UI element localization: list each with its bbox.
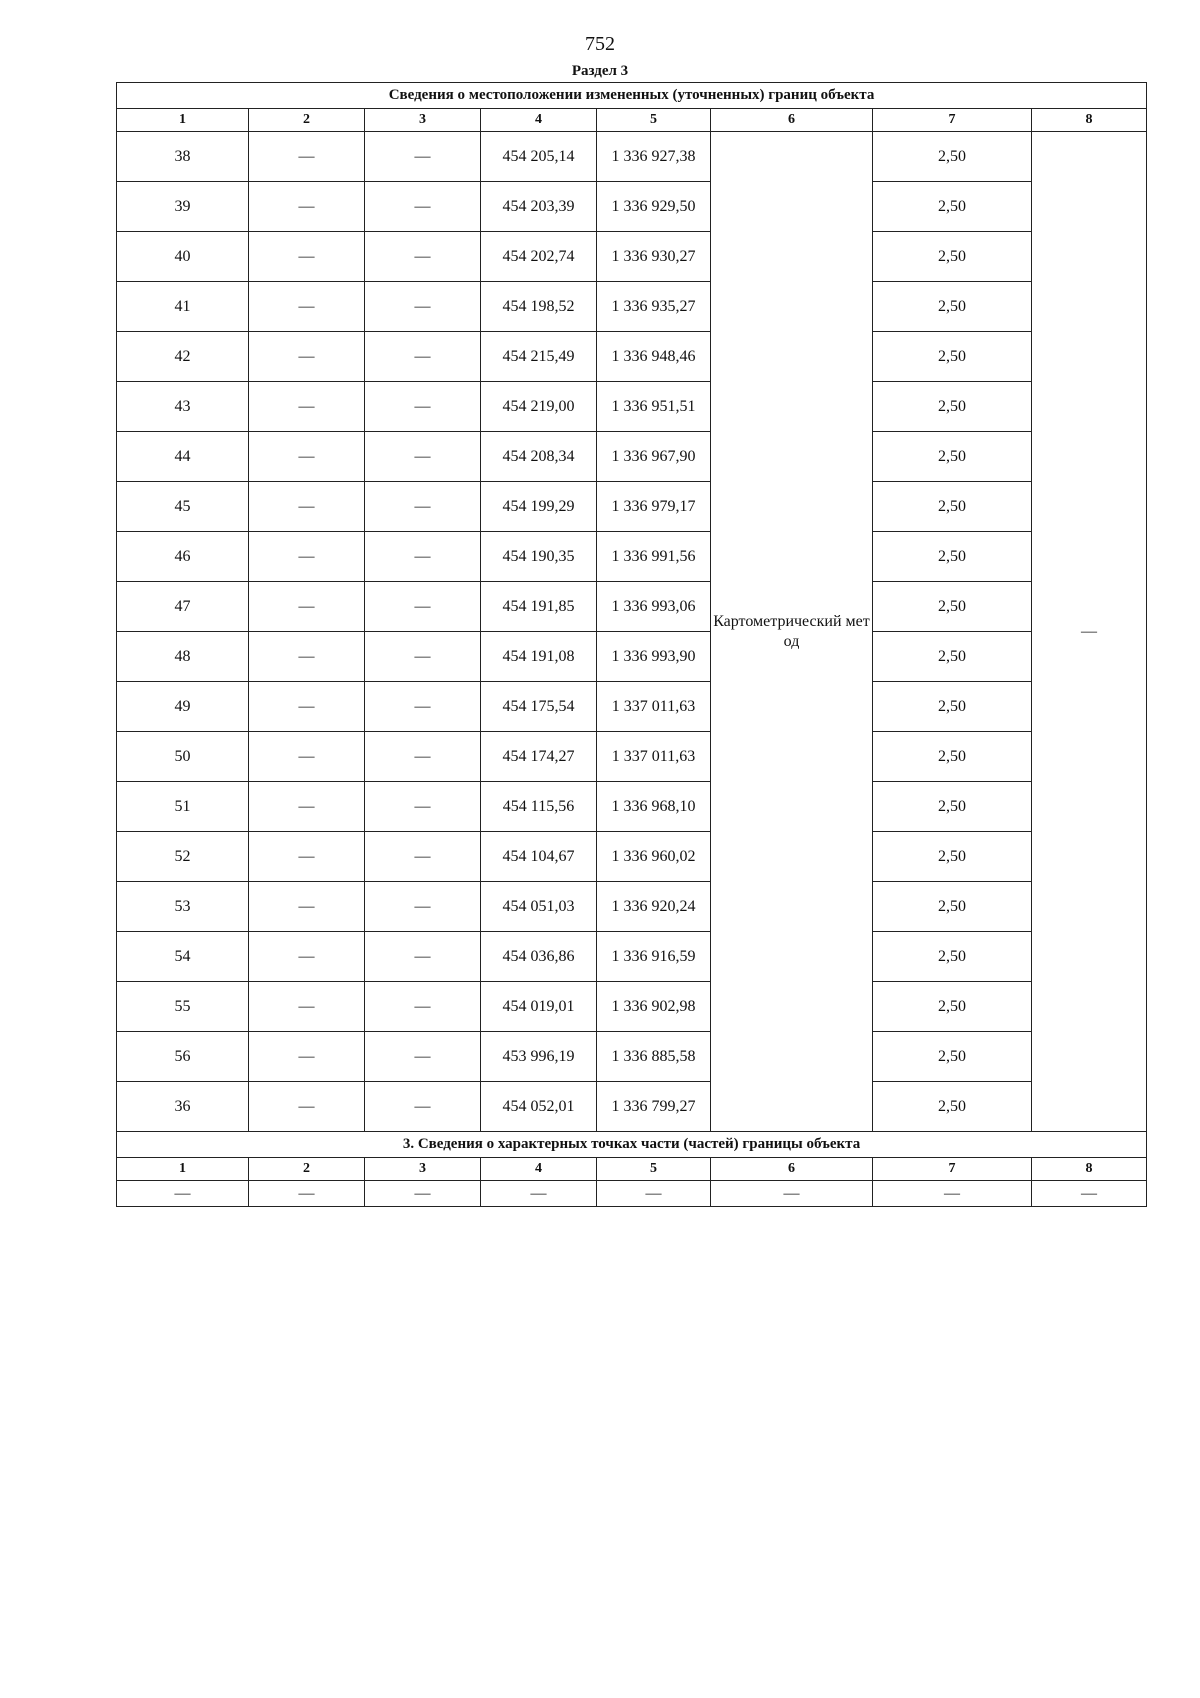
- coordinate-x: 454 174,27: [481, 732, 597, 782]
- table-row: [117, 382, 1147, 432]
- table-row: [117, 432, 1147, 482]
- column-number: 6: [711, 109, 873, 132]
- table-row: [117, 232, 1147, 282]
- accuracy-value: 2,50: [873, 582, 1032, 632]
- column-number: 5: [597, 1158, 711, 1181]
- coordinate-x: 454 205,14: [481, 132, 597, 182]
- point-number: 39: [117, 182, 249, 232]
- accuracy-value: 2,50: [873, 332, 1032, 382]
- dash-cell: —: [249, 932, 365, 982]
- point-number: 46: [117, 532, 249, 582]
- dash-cell: —: [249, 582, 365, 632]
- point-number: 52: [117, 832, 249, 882]
- coordinate-x: 454 115,56: [481, 782, 597, 832]
- accuracy-value: 2,50: [873, 1032, 1032, 1082]
- table-row: [117, 832, 1147, 882]
- dash-cell: —: [249, 282, 365, 332]
- table-row: [117, 732, 1147, 782]
- point-number: 55: [117, 982, 249, 1032]
- accuracy-value: 2,50: [873, 1082, 1032, 1132]
- coordinate-y: 1 336 979,17: [597, 482, 711, 532]
- dash-cell: —: [249, 982, 365, 1032]
- column-number: 7: [873, 109, 1032, 132]
- point-number: 42: [117, 332, 249, 382]
- accuracy-value: 2,50: [873, 382, 1032, 432]
- dash-cell: —: [711, 1181, 873, 1207]
- column-number: 7: [873, 1158, 1032, 1181]
- coordinate-x: 453 996,19: [481, 1032, 597, 1082]
- table1-column-numbers: [117, 109, 1147, 132]
- dash-cell: —: [249, 332, 365, 382]
- point-number: 45: [117, 482, 249, 532]
- accuracy-value: 2,50: [873, 932, 1032, 982]
- coordinate-x: 454 104,67: [481, 832, 597, 882]
- table-row: [117, 532, 1147, 582]
- column-number: 2: [249, 1158, 365, 1181]
- dash-cell: —: [365, 682, 481, 732]
- dash-cell: —: [249, 1032, 365, 1082]
- dash-cell: —: [365, 1082, 481, 1132]
- dash-cell: —: [365, 782, 481, 832]
- point-number: 48: [117, 632, 249, 682]
- coordinate-y: 1 336 993,90: [597, 632, 711, 682]
- dash-cell: —: [117, 1181, 249, 1207]
- column-number: 6: [711, 1158, 873, 1181]
- accuracy-value: 2,50: [873, 132, 1032, 182]
- point-number: 43: [117, 382, 249, 432]
- coordinate-x: 454 219,00: [481, 382, 597, 432]
- column-number: 4: [481, 109, 597, 132]
- table-row: [117, 982, 1147, 1032]
- table-row: [117, 1032, 1147, 1082]
- column-number: 2: [249, 109, 365, 132]
- dash-cell: —: [365, 382, 481, 432]
- dash-cell: —: [365, 182, 481, 232]
- coordinate-y: 1 336 960,02: [597, 832, 711, 882]
- dash-cell: —: [365, 1181, 481, 1207]
- accuracy-value: 2,50: [873, 432, 1032, 482]
- coordinate-y: 1 336 927,38: [597, 132, 711, 182]
- accuracy-value: 2,50: [873, 682, 1032, 732]
- coordinate-x: 454 051,03: [481, 882, 597, 932]
- accuracy-value: 2,50: [873, 782, 1032, 832]
- point-number: 50: [117, 732, 249, 782]
- dash-cell: —: [249, 1181, 365, 1207]
- point-number: 49: [117, 682, 249, 732]
- accuracy-value: 2,50: [873, 282, 1032, 332]
- accuracy-value: 2,50: [873, 232, 1032, 282]
- dash-cell: —: [249, 632, 365, 682]
- accuracy-value: 2,50: [873, 732, 1032, 782]
- point-number: 53: [117, 882, 249, 932]
- accuracy-value: 2,50: [873, 882, 1032, 932]
- coordinate-x: 454 203,39: [481, 182, 597, 232]
- coordinate-y: 1 336 885,58: [597, 1032, 711, 1082]
- point-number: 40: [117, 232, 249, 282]
- column-number: 8: [1032, 1158, 1147, 1181]
- dash-cell: —: [365, 282, 481, 332]
- dash-cell: —: [365, 732, 481, 782]
- coordinate-x: 454 208,34: [481, 432, 597, 482]
- coordinate-x: 454 019,01: [481, 982, 597, 1032]
- coordinate-x: 454 191,85: [481, 582, 597, 632]
- table-row: [117, 632, 1147, 682]
- column-number: 3: [365, 109, 481, 132]
- dash-cell: —: [249, 732, 365, 782]
- column-8-cell: —: [1032, 132, 1147, 1132]
- dash-cell: —: [249, 1082, 365, 1132]
- dash-cell: —: [365, 832, 481, 882]
- dash-cell: —: [365, 332, 481, 382]
- dash-cell: —: [481, 1181, 597, 1207]
- coordinate-x: 454 191,08: [481, 632, 597, 682]
- dash-cell: —: [365, 632, 481, 682]
- column-number: 1: [117, 1158, 249, 1181]
- coordinate-x: 454 036,86: [481, 932, 597, 982]
- method-cell: Картометрический метод: [711, 132, 873, 1132]
- column-number: 4: [481, 1158, 597, 1181]
- dash-cell: —: [597, 1181, 711, 1207]
- coordinate-y: 1 336 930,27: [597, 232, 711, 282]
- dash-cell: —: [365, 882, 481, 932]
- dash-cell: —: [249, 182, 365, 232]
- coordinate-y: 1 336 993,06: [597, 582, 711, 632]
- dash-cell: —: [365, 532, 481, 582]
- dash-cell: —: [365, 932, 481, 982]
- coordinate-x: 454 198,52: [481, 282, 597, 332]
- column-number: 5: [597, 109, 711, 132]
- table-row: [117, 1181, 1147, 1207]
- accuracy-value: 2,50: [873, 182, 1032, 232]
- coordinate-y: 1 337 011,63: [597, 682, 711, 732]
- point-number: 51: [117, 782, 249, 832]
- point-number: 36: [117, 1082, 249, 1132]
- table2-column-numbers: [117, 1158, 1147, 1181]
- dash-cell: —: [365, 982, 481, 1032]
- dash-cell: —: [249, 882, 365, 932]
- coordinate-x: 454 215,49: [481, 332, 597, 382]
- dash-cell: —: [249, 132, 365, 182]
- coordinate-y: 1 336 968,10: [597, 782, 711, 832]
- dash-cell: —: [249, 382, 365, 432]
- point-number: 56: [117, 1032, 249, 1082]
- coordinate-y: 1 336 951,51: [597, 382, 711, 432]
- coordinate-y: 1 336 935,27: [597, 282, 711, 332]
- table-row: [117, 282, 1147, 332]
- column-number: 1: [117, 109, 249, 132]
- boundary-points-table: [116, 82, 1147, 1207]
- dash-cell: —: [365, 432, 481, 482]
- dash-cell: —: [249, 232, 365, 282]
- dash-cell: —: [365, 482, 481, 532]
- dash-cell: —: [249, 832, 365, 882]
- table-row: [117, 1082, 1147, 1132]
- coordinate-y: 1 336 920,24: [597, 882, 711, 932]
- table-row: [117, 482, 1147, 532]
- accuracy-value: 2,50: [873, 982, 1032, 1032]
- accuracy-value: 2,50: [873, 832, 1032, 882]
- column-number: 3: [365, 1158, 481, 1181]
- point-number: 54: [117, 932, 249, 982]
- table-row: [117, 182, 1147, 232]
- dash-cell: —: [873, 1181, 1032, 1207]
- dash-cell: —: [365, 1032, 481, 1082]
- coordinate-x: 454 052,01: [481, 1082, 597, 1132]
- table-row: [117, 332, 1147, 382]
- accuracy-value: 2,50: [873, 482, 1032, 532]
- accuracy-value: 2,50: [873, 532, 1032, 582]
- dash-cell: —: [249, 432, 365, 482]
- column-number: 8: [1032, 109, 1147, 132]
- coordinate-y: 1 336 929,50: [597, 182, 711, 232]
- dash-cell: —: [365, 582, 481, 632]
- point-number: 44: [117, 432, 249, 482]
- table-row: [117, 782, 1147, 832]
- coordinate-y: 1 336 948,46: [597, 332, 711, 382]
- dash-cell: —: [249, 782, 365, 832]
- dash-cell: —: [365, 232, 481, 282]
- coordinate-x: 454 199,29: [481, 482, 597, 532]
- table-row: [117, 932, 1147, 982]
- coordinate-y: 1 336 991,56: [597, 532, 711, 582]
- dash-cell: —: [365, 132, 481, 182]
- page-number: 752: [585, 33, 615, 55]
- section-title: Раздел 3: [571, 63, 629, 79]
- coordinate-x: 454 175,54: [481, 682, 597, 732]
- dash-cell: —: [249, 682, 365, 732]
- coordinate-y: 1 336 902,98: [597, 982, 711, 1032]
- dash-cell: —: [249, 532, 365, 582]
- coordinate-y: 1 336 799,27: [597, 1082, 711, 1132]
- table2-banner: 3. Сведения о характерных точках части (частей) границы объекта: [117, 1132, 1147, 1158]
- coordinate-x: 454 202,74: [481, 232, 597, 282]
- point-number: 38: [117, 132, 249, 182]
- coordinate-y: 1 336 916,59: [597, 932, 711, 982]
- point-number: 41: [117, 282, 249, 332]
- coordinate-x: 454 190,35: [481, 532, 597, 582]
- dash-cell: —: [249, 482, 365, 532]
- dash-cell: —: [1032, 1181, 1147, 1207]
- table1-banner: Сведения о местоположении измененных (уточненных) границ объекта: [117, 83, 1147, 109]
- table-row: [117, 132, 1147, 182]
- table-row: [117, 682, 1147, 732]
- accuracy-value: 2,50: [873, 632, 1032, 682]
- coordinate-y: 1 337 011,63: [597, 732, 711, 782]
- coordinate-y: 1 336 967,90: [597, 432, 711, 482]
- table-row: [117, 582, 1147, 632]
- table-row: [117, 882, 1147, 932]
- point-number: 47: [117, 582, 249, 632]
